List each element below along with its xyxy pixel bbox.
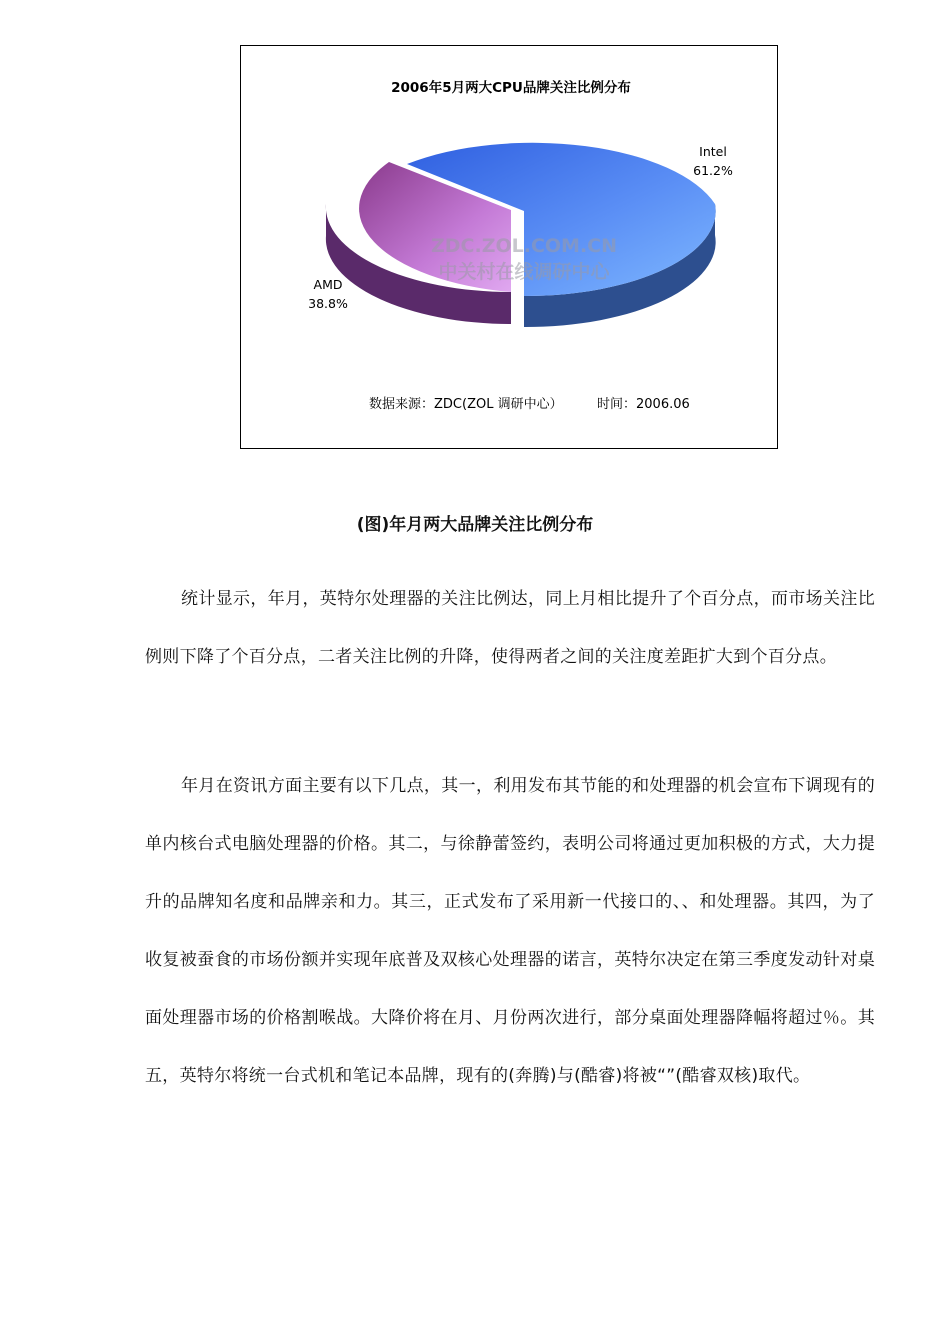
chart-time-note: 时间：2006.06 <box>597 397 690 412</box>
intel-label: Intel <box>699 144 727 159</box>
chart-title: 2006年5月两大CPU品牌关注比例分布 <box>391 80 631 96</box>
pie-chart-figure <box>240 45 778 449</box>
watermark-line-2: 中关村在线调研中心 <box>438 261 610 283</box>
body-paragraph: 年月在资讯方面主要有以下几点，其一，利用发布其节能的和处理器的机会宣布下调现有的单内核台式电脑处理器的价格。其二，与徐静蕾签约，表明公司将通过更加积极的方式，大力提升的品牌知名度和品牌亲和力。其三，正式发布了采用新一代接口的、、和处理器。其四，为了收复被蚕食的市场份额并实现年底普及双核心处理器的诺言，英特尔决定在第三季度发动针对桌面处理器市场的价格割喉战。大降价将在月、月份两次进行，部分桌面处理器降幅将超过％。其五，英特尔将统一台式机和笔记本品牌，现有的(奔腾)与(酷睿)将被“”(酷睿双核)取代。 <box>145 776 875 1086</box>
figure-caption: (图)年月两大品牌关注比例分布 <box>356 515 594 535</box>
intel-percent: 61.2% <box>693 163 733 178</box>
pie-chart <box>241 46 779 450</box>
chart-source-note: 数据来源：ZDC(ZOL 调研中心） <box>369 397 563 412</box>
amd-percent: 38.8% <box>308 296 348 311</box>
body-paragraph: 统计显示，年月，英特尔处理器的关注比例达，同上月相比提升了个百分点，而市场关注比例则下降了个百分点，二者关注比例的升降，使得两者之间的关注度差距扩大到个百分点。 <box>145 589 875 667</box>
watermark-line-1: ZDC.ZOL.COM.CN <box>430 235 618 257</box>
amd-label: AMD <box>313 277 343 292</box>
